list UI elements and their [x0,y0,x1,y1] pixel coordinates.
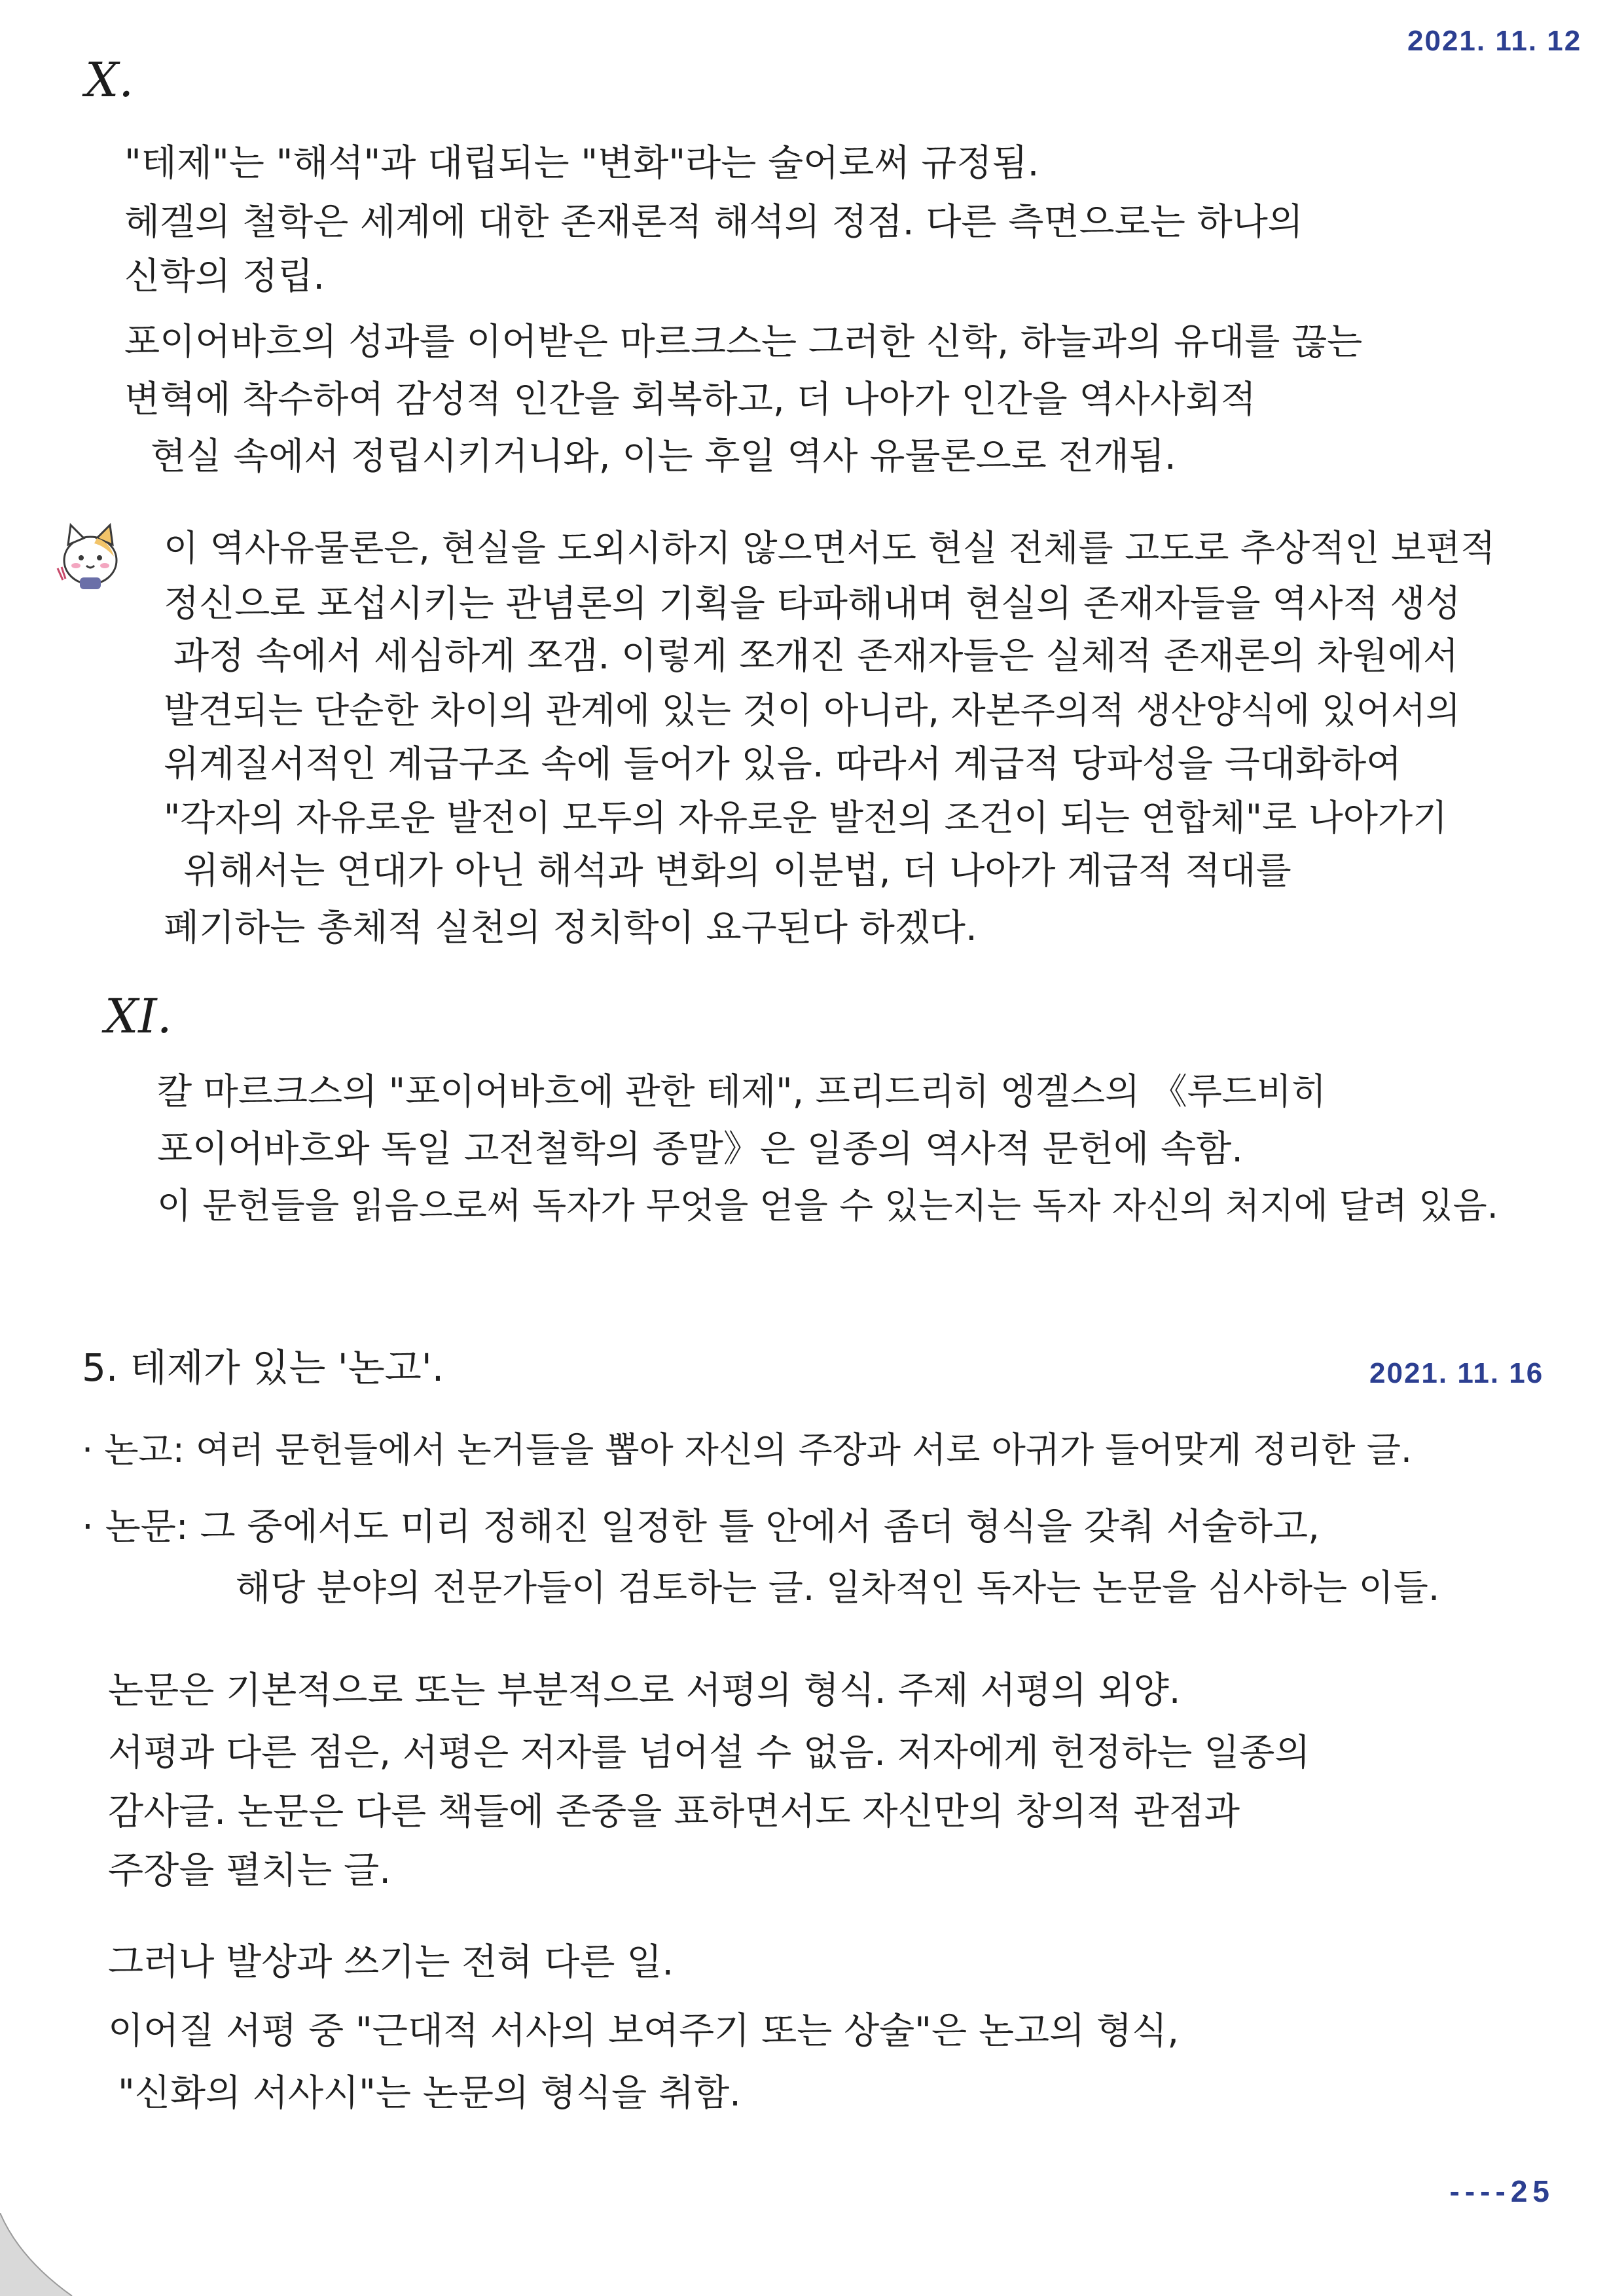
text-line: 신학의 정립. [124,255,325,298]
text-line: 논문은 기본적으로 또는 부분적으로 서평의 형식. 주제 서평의 외양. [108,1669,1181,1712]
text-line: 포이어바흐와 독일 고전철학의 종말》은 일종의 역사적 문헌에 속함. [157,1128,1243,1171]
text-line: 폐기하는 총체적 실천의 정치학이 요구된다 하겠다. [164,907,977,949]
date-stamp-2: 2021. 11. 16 [1369,1357,1544,1389]
text-line: 헤겔의 철학은 세계에 대한 존재론적 해석의 정점. 다른 측면으로는 하나의 [124,201,1303,244]
text-line: 정신으로 포섭시키는 관념론의 기획을 타파해내며 현실의 존재자들을 역사적 생성 [164,583,1461,625]
text-line: 위해서는 연대가 아닌 해석과 변화의 이분법, 더 나아가 계급적 적대를 [183,850,1291,892]
section-heading: 5. 테제가 있는 '논고'. [82,1345,444,1390]
text-line: "각자의 자유로운 발전이 모두의 자유로운 발전의 조건이 되는 연합체"로 나아가기 [164,797,1448,839]
text-line: · 논고: 여러 문헌들에서 논거들을 뽑아 자신의 주장과 서로 아귀가 들어맞게 정리한 글. [82,1429,1413,1470]
text-line: 과정 속에서 세심하게 쪼갬. 이렇게 쪼개진 존재자들은 실체적 존재론의 차원에서 [173,635,1459,678]
page-number: ----25 [1449,2174,1555,2208]
text-line: 이 문헌들을 읽음으로써 독자가 무엇을 얻을 수 있는지는 독자 자신의 처지에 달려 있음. [157,1185,1498,1226]
text-line: 포이어바흐의 성과를 이어받은 마르크스는 그러한 신학, 하늘과의 유대를 끊는 [124,321,1363,363]
text-line: 칼 마르크스의 "포이어바흐에 관한 테제", 프리드리히 엥겔스의 《루드비히 [157,1070,1327,1112]
text-line: 그러나 발상과 쓰기는 전혀 다른 일. [108,1941,674,1984]
text-line: 이어질 서평 중 "근대적 서사의 보여주기 또는 상술"은 논고의 형식, [108,2010,1180,2052]
text-line: 서평과 다른 점은, 서평은 저자를 넘어설 수 없음. 저자에게 헌정하는 일종의 [108,1732,1310,1774]
section-numeral-x: X. [85,52,134,107]
section-numeral-xi: XI. [105,989,172,1044]
text-line: 해당 분야의 전문가들이 검토하는 글. 일차적인 독자는 논문을 심사하는 이들. [236,1567,1440,1609]
text-line: "테제"는 "해석"과 대립되는 "변화"라는 술어로써 규정됨. [124,142,1039,185]
text-line: 주장을 펼치는 글. [108,1850,391,1892]
text-line: 현실 속에서 정립시키거니와, 이는 후일 역사 유물론으로 전개됨. [151,435,1176,478]
text-line: 감사글. 논문은 다른 책들에 존중을 표하면서도 자신만의 창의적 관점과 [108,1791,1240,1833]
text-line: 발견되는 단순한 차이의 관계에 있는 것이 아니라, 자본주의적 생산양식에 있어서의 [164,689,1461,731]
cat-sticker-icon [51,517,130,596]
text-line: 변혁에 착수하여 감성적 인간을 회복하고, 더 나아가 인간을 역사사회적 [124,378,1256,421]
text-line: · 논문: 그 중에서도 미리 정해진 일정한 틀 안에서 좀더 형식을 갖춰 서술하고, [82,1506,1320,1548]
date-stamp-1: 2021. 11. 12 [1407,25,1582,57]
text-line: "신화의 서사시"는 논문의 형식을 취함. [118,2072,741,2115]
text-line: 위계질서적인 계급구조 속에 들어가 있음. 따라서 계급적 당파성을 극대화하여 [164,743,1402,786]
text-line: 이 역사유물론은, 현실을 도외시하지 않으면서도 현실 전체를 고도로 추상적인 보편적 [164,527,1496,569]
page-corner-shadow [0,2213,79,2296]
